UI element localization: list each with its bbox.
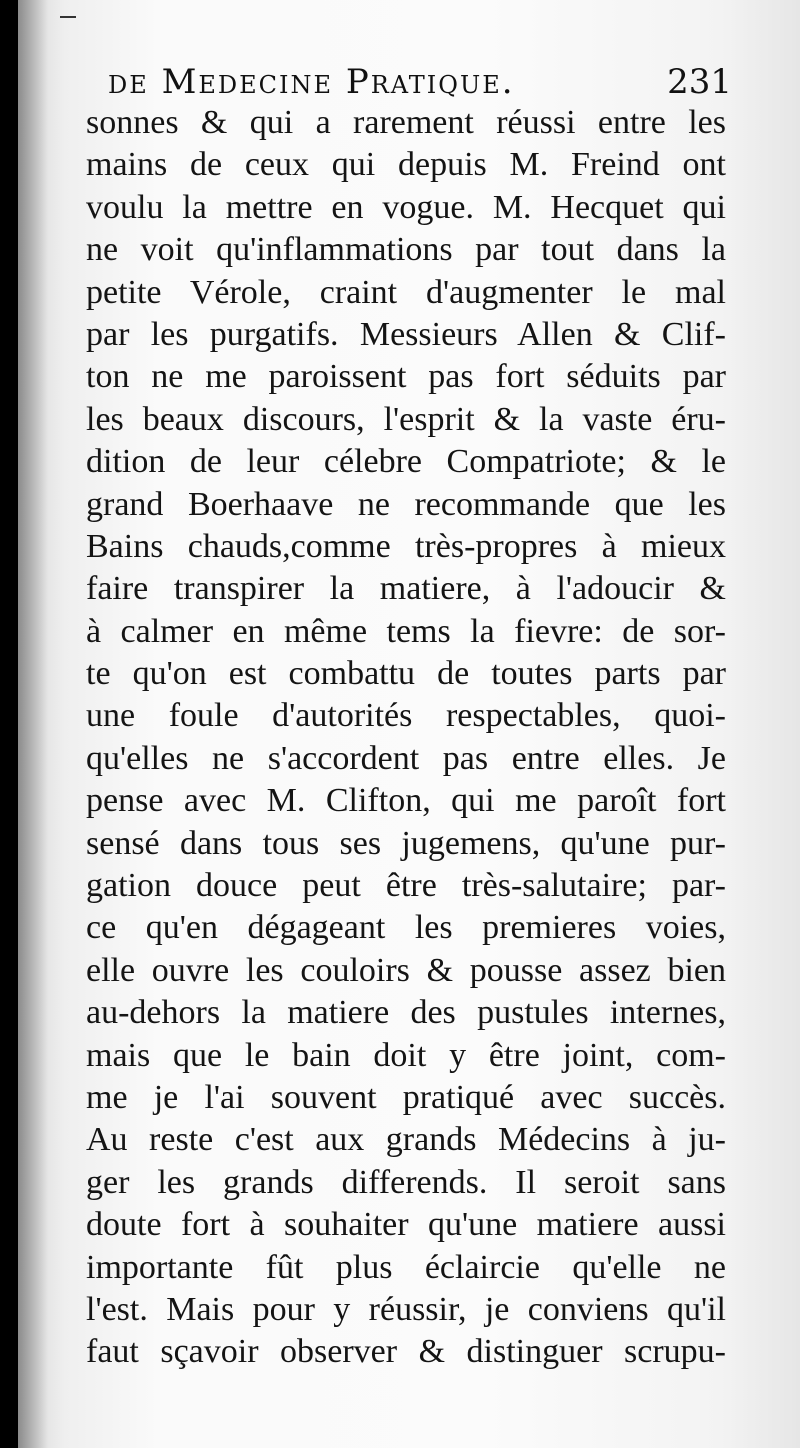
- running-head: de Medecine Pratique.: [108, 62, 515, 102]
- text-line: me je l'ai souvent pratiqué avec succès.: [86, 1078, 726, 1116]
- text-line: grand Boerhaave ne recommande que les: [86, 485, 726, 523]
- text-line: à calmer en même tems la fievre: de sor-: [86, 612, 726, 650]
- body-text: [86, 102, 726, 1374]
- text-line: qu'elles ne s'accordent pas entre elles. Je: [86, 739, 726, 777]
- margin-mark: [60, 16, 76, 18]
- text-line: sonnes & qui a rarement réussi entre les: [86, 104, 726, 141]
- text-line: faire transpirer la matiere, à l'adoucir &: [86, 570, 726, 608]
- text-line: dition de leur célebre Compatriote; & le: [86, 443, 726, 481]
- text-line: une foule d'autorités respectables, quoi-: [86, 697, 726, 735]
- text-line: faut sçavoir observer & distinguer scrupu-: [86, 1333, 726, 1371]
- text-line: par les purgatifs. Messieurs Allen & Clif-: [86, 315, 726, 353]
- text-line: Bains chauds,comme très-propres à mieux: [86, 527, 726, 565]
- text-line: doute fort à souhaiter qu'une matiere aussi: [86, 1206, 726, 1244]
- text-line: pense avec M. Clifton, qui me paroît fort: [86, 782, 726, 820]
- text-line: l'est. Mais pour y réussir, je conviens qu'il: [86, 1290, 726, 1328]
- page-number: 231: [667, 62, 732, 102]
- text-line: ton ne me paroissent pas fort séduits par: [86, 358, 726, 396]
- text-line: voulu la mettre en vogue. M. Hecquet qui: [86, 188, 726, 226]
- text-line: petite Vérole, craint d'augmenter le mal: [86, 273, 726, 311]
- text-line: ne voit qu'inflammations par tout dans la: [86, 231, 726, 269]
- text-line: gation douce peut être très-salutaire; par-: [86, 867, 726, 905]
- text-line: les beaux discours, l'esprit & la vaste éru-: [86, 400, 726, 438]
- page-header: [108, 58, 732, 108]
- text-line: ce qu'en dégageant les premieres voies,: [86, 909, 726, 947]
- text-line: sensé dans tous ses jugemens, qu'une pur-: [86, 824, 726, 862]
- text-line: Au reste c'est aux grands Médecins à ju-: [86, 1121, 726, 1159]
- text-line: mains de ceux qui depuis M. Freind ont: [86, 146, 726, 184]
- text-line: elle ouvre les couloirs & pousse assez bien: [86, 951, 726, 989]
- text-line: importante fût plus éclaircie qu'elle ne: [86, 1248, 726, 1286]
- text-line: te qu'on est combattu de toutes parts par: [86, 655, 726, 693]
- text-line: ger les grands differends. Il seroit sans: [86, 1163, 726, 1201]
- gutter-shadow: [18, 0, 48, 1448]
- text-line: mais que le bain doit y être joint, com-: [86, 1036, 726, 1074]
- text-line: au-dehors la matiere des pustules internes,: [86, 994, 726, 1032]
